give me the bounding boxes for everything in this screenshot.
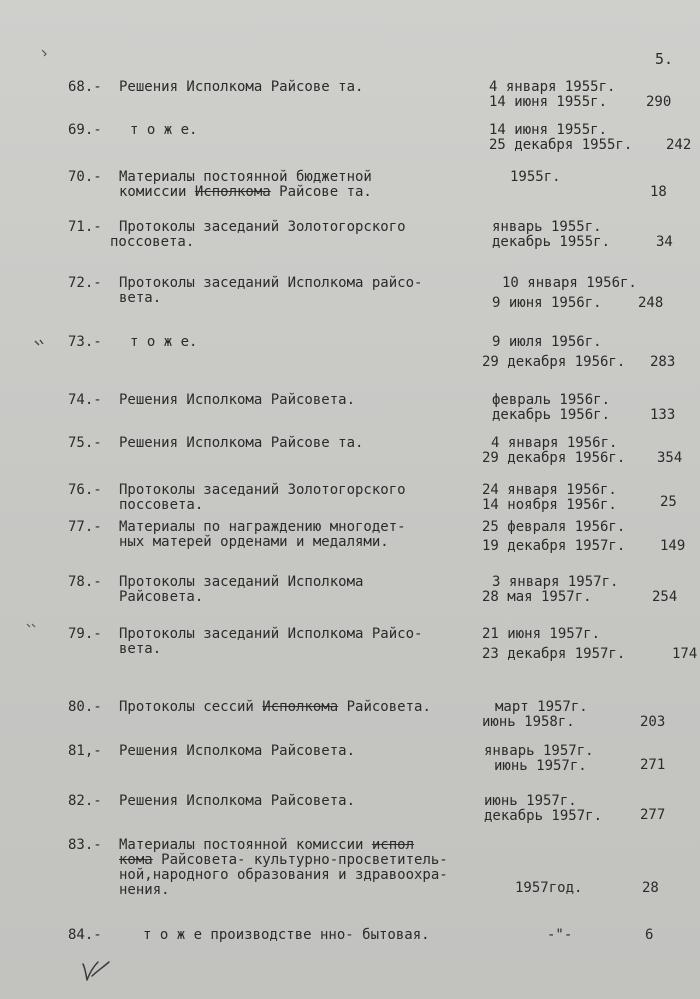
- entry-sheet-count: 203: [640, 714, 666, 730]
- entry-number: 73.-: [68, 334, 102, 350]
- entry-sheet-count: 254: [652, 589, 678, 605]
- entry-sheet-count: 354: [657, 450, 683, 466]
- entry-description: Материалы постоянной комиссии испол кома Райсовета- культурно-просветитель- ной,народного образования и здравоохра- нения.: [119, 837, 448, 898]
- entry-number: 74.-: [68, 392, 102, 408]
- entry-sheet-count: 248: [638, 295, 664, 311]
- entry-description: Протоколы заседаний Исполкома райсо- вета.: [119, 275, 423, 306]
- entry-dates: февраль 1956г. декабрь 1956г.: [492, 392, 611, 423]
- entry-number: 83.-: [68, 837, 102, 853]
- entry-description: Решения Исполкома Райсове та.: [119, 435, 364, 451]
- handwritten-signature-icon: [80, 958, 112, 984]
- entry-number: 80.-: [68, 699, 102, 715]
- entry-dates: июнь 1957г. декабрь 1957г.: [484, 793, 603, 824]
- entry-number: 71.-: [68, 219, 102, 235]
- entry-sheet-count: 290: [646, 94, 672, 110]
- entry-number: 81,-: [68, 743, 102, 759]
- entry-number: 69.-: [68, 122, 102, 138]
- entry-dates: 10 января 1956г. 9 июня 1956г.: [492, 275, 637, 311]
- entry-dates: 4 января 1955г. 14 июня 1955г.: [489, 79, 616, 110]
- entry-sheet-count: 277: [640, 807, 666, 823]
- entry-sheet-count: 242: [666, 137, 692, 153]
- entry-description: Протоколы заседаний Золотогорского поссовета.: [110, 219, 406, 250]
- entry-dates: 21 июня 1957г. 23 декабря 1957г.: [482, 626, 626, 662]
- entry-description: Решения Исполкома Райсовета.: [119, 392, 356, 408]
- entry-number: 78.-: [68, 574, 102, 590]
- entry-number: 84.-: [68, 927, 102, 943]
- entry-description: Материалы постоянной бюджетной комиссии Исполкома Райсове та.: [119, 169, 372, 200]
- entry-sheet-count: 283: [650, 354, 676, 370]
- entry-number: 79.-: [68, 626, 102, 642]
- struck-word: испол: [371, 837, 415, 853]
- entry-dates: 1955г.: [510, 169, 561, 185]
- struck-word: Исполкома: [194, 184, 271, 200]
- struck-word: Исполкома: [262, 699, 339, 715]
- entry-description: Решения Исполкома Райсове та.: [119, 79, 364, 95]
- entry-number: 72.-: [68, 275, 102, 291]
- entry-sheet-count: 149: [660, 538, 686, 554]
- entry-dates: январь 1957г. июнь 1957г.: [484, 743, 594, 774]
- entry-dates: 3 января 1957г. 28 мая 1957г.: [482, 574, 619, 605]
- entry-number: 68.-: [68, 79, 102, 95]
- entry-number: 70.-: [68, 169, 102, 185]
- entry-dates: март 1957г. июнь 1958г.: [482, 699, 588, 730]
- entry-number: 77.-: [68, 519, 102, 535]
- entry-dates: 9 июля 1956г. 29 декабря 1956г.: [482, 334, 626, 370]
- entry-number: 82.-: [68, 793, 102, 809]
- entry-description: Протоколы сессий Исполкома Райсовета.: [119, 699, 431, 715]
- entry-sheet-count: 6: [645, 927, 654, 943]
- entry-sheet-count: 174: [672, 646, 698, 662]
- entry-dates: 25 февраля 1956г. 19 декабря 1957г.: [482, 519, 626, 554]
- margin-tick-mark: [34, 338, 46, 348]
- entry-dates: 24 января 1956г. 14 ноября 1956г.: [482, 482, 617, 513]
- entry-dates: 4 января 1956г. 29 декабря 1956г.: [482, 435, 626, 466]
- struck-word: кома: [119, 852, 153, 868]
- entry-sheet-count: 18: [650, 184, 667, 200]
- entry-description: Протоколы заседаний Золотогорского поссовета.: [119, 482, 406, 513]
- entry-description: т о ж е производстве нно- бытовая.: [143, 927, 430, 943]
- entry-description: Решения Исполкома Райсовета.: [119, 743, 356, 759]
- entry-description: т о ж е.: [130, 334, 198, 350]
- entry-description: Решения Исполкома Райсовета.: [119, 793, 356, 809]
- entry-number: 76.-: [68, 482, 102, 498]
- entry-sheet-count: 28: [642, 880, 659, 896]
- margin-tick-mark: [40, 48, 50, 58]
- entry-sheet-count: 133: [650, 407, 676, 423]
- entry-dates: январь 1955г. декабрь 1955г.: [492, 219, 611, 250]
- margin-tick-mark: [26, 622, 38, 630]
- entry-sheet-count: 25: [660, 494, 677, 510]
- entry-sheet-count: 271: [640, 757, 666, 773]
- entry-description: Материалы по награждению многодет- ных матерей орденами и медалями.: [119, 519, 406, 550]
- entry-description: т о ж е.: [130, 122, 198, 138]
- entry-dates: 14 июня 1955г. 25 декабря 1955г.: [489, 122, 633, 153]
- entry-description: Протоколы заседаний Исполкома Райсо- вета.: [119, 626, 423, 657]
- entry-dates: 1957год.: [515, 880, 583, 896]
- entry-sheet-count: 34: [656, 234, 673, 250]
- entry-number: 75.-: [68, 435, 102, 451]
- page-number: 5.: [655, 50, 674, 68]
- entry-dates: -"-: [547, 927, 573, 943]
- entry-description: Протоколы заседаний Исполкома Райсовета.: [119, 574, 364, 605]
